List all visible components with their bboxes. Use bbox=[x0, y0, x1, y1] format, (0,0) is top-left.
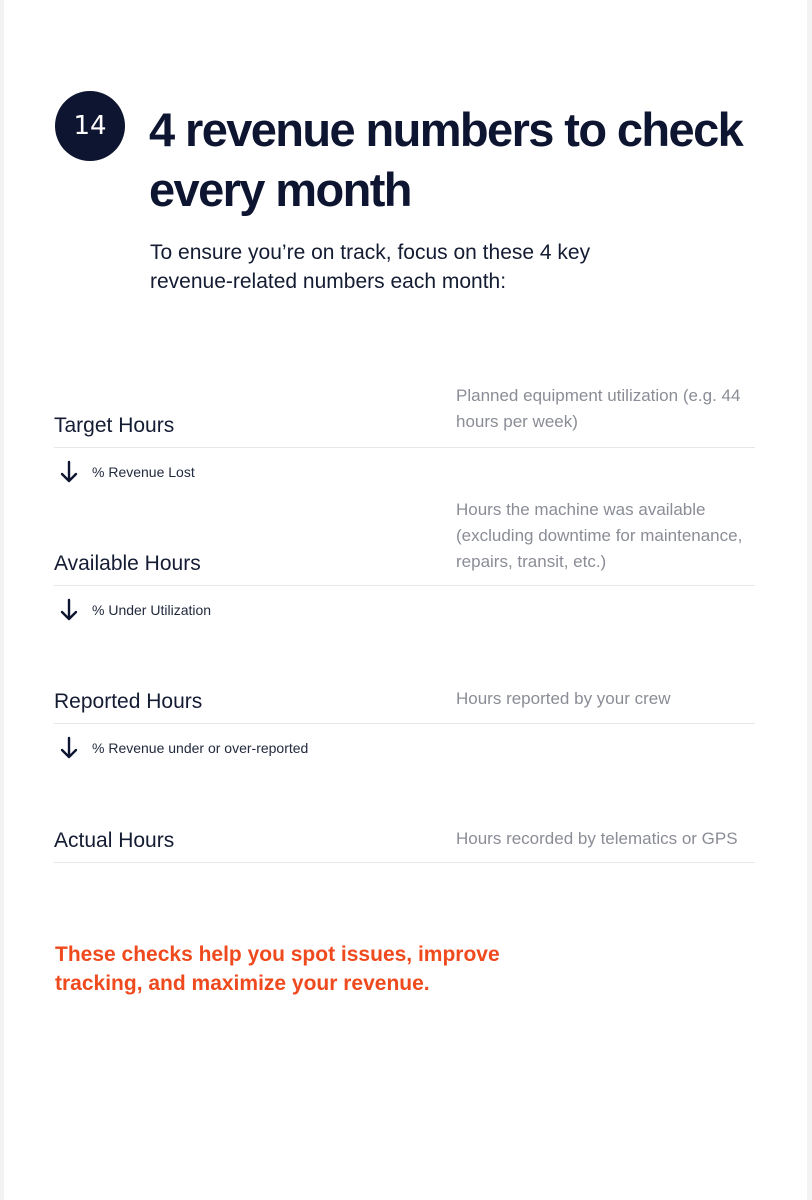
metric-label: Target Hours bbox=[54, 414, 175, 437]
page-title: 4 revenue numbers to check every month bbox=[149, 103, 743, 216]
metric-row-target-hours bbox=[54, 375, 755, 448]
metric-description: Hours reported by your crew bbox=[456, 689, 671, 708]
arrow-down-icon bbox=[60, 598, 78, 622]
step-number: 14 bbox=[73, 111, 107, 141]
page bbox=[4, 0, 807, 1200]
intro-text: To ensure you’re on track, focus on these 4 key revenue-related numbers each month: bbox=[150, 241, 591, 293]
metric-description: Hours recorded by telematics or GPS bbox=[456, 829, 738, 848]
metric-label: Actual Hours bbox=[54, 829, 175, 852]
delta-label: % Under Utilization bbox=[92, 602, 212, 618]
delta-under-utilization bbox=[60, 598, 211, 622]
metric-description: Hours the machine was available (excluding downtime for maintenance, repairs, transit, etc.) bbox=[456, 500, 743, 571]
metric-row-available-hours bbox=[54, 485, 755, 586]
metric-label: Available Hours bbox=[54, 552, 201, 575]
delta-revenue-lost bbox=[60, 460, 195, 484]
metric-description: Planned equipment utilization (e.g. 44 hours per week) bbox=[456, 386, 741, 431]
delta-under-over-reported bbox=[60, 736, 308, 760]
metric-label: Reported Hours bbox=[54, 690, 203, 713]
metric-row-reported-hours bbox=[54, 660, 755, 724]
delta-label: % Revenue Lost bbox=[92, 464, 195, 480]
delta-label: % Revenue under or over-reported bbox=[92, 740, 309, 756]
closing-highlight: These checks help you spot issues, improve tracking, and maximize your revenue. bbox=[55, 943, 500, 995]
step-number-badge bbox=[55, 91, 125, 161]
arrow-down-icon bbox=[60, 736, 78, 760]
arrow-down-icon bbox=[60, 460, 78, 484]
metric-row-actual-hours bbox=[54, 800, 755, 863]
